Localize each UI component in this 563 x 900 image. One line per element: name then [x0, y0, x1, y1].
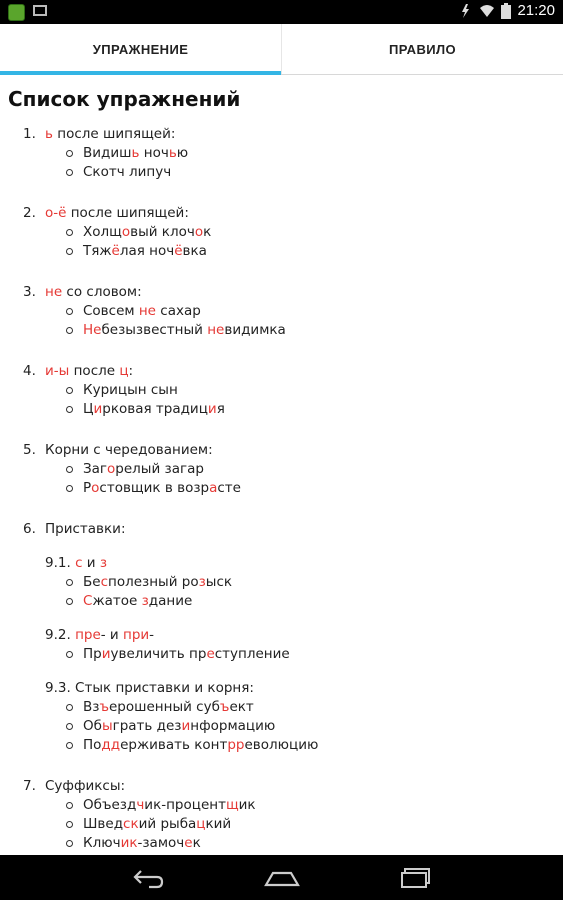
- text-fragment: после шипящей:: [66, 205, 189, 221]
- text-fragment: кий: [205, 816, 232, 832]
- text-fragment: Скотч липуч: [83, 164, 172, 180]
- exercise-phrase[interactable]: [66, 144, 563, 163]
- tab-exercise[interactable]: УПРАЖНЕНИЕ: [0, 24, 281, 74]
- exercise-heading: [45, 204, 563, 223]
- text-fragment: - и: [100, 627, 123, 643]
- text-fragment: вый клоч: [130, 224, 195, 240]
- exercise-phrase[interactable]: [66, 163, 563, 182]
- exercise-phrase[interactable]: [66, 796, 563, 815]
- image-notification-icon: [33, 5, 47, 16]
- recent-apps-button[interactable]: [391, 858, 441, 898]
- highlighted-letters: дд: [101, 737, 121, 753]
- navigation-bar: [0, 855, 563, 900]
- exercise-phrase[interactable]: [66, 645, 563, 664]
- exercise-item: [0, 362, 563, 419]
- exercise-phrase[interactable]: [66, 698, 563, 717]
- text-fragment: к: [203, 224, 212, 240]
- phrase-list: [45, 223, 563, 261]
- text-fragment: жатое: [92, 593, 142, 609]
- highlighted-letters: не: [207, 322, 225, 338]
- highlighted-letters: не: [138, 303, 156, 319]
- highlighted-letters: и: [207, 401, 217, 417]
- text-fragment: грать дез: [112, 718, 182, 734]
- status-bar: [0, 0, 563, 24]
- highlighted-letters: о: [91, 480, 100, 496]
- text-fragment: сте: [217, 480, 241, 496]
- exercise-group: [45, 125, 563, 182]
- highlighted-letters: с: [75, 555, 83, 571]
- exercise-phrase[interactable]: [66, 736, 563, 755]
- text-fragment: Ключ: [83, 835, 121, 851]
- tab-bar: [0, 24, 563, 75]
- text-fragment: 9.3. Стык приставки и корня:: [45, 680, 254, 696]
- text-fragment: ыск: [205, 574, 233, 590]
- exercise-number: 4.: [23, 363, 36, 379]
- text-fragment: ю: [176, 145, 189, 161]
- text-fragment: Р: [83, 480, 92, 496]
- text-fragment: ий рыба: [138, 816, 197, 832]
- text-fragment: 9.2.: [45, 627, 76, 643]
- text-fragment: после: [69, 363, 120, 379]
- exercise-heading: [45, 520, 563, 539]
- back-button[interactable]: [123, 858, 173, 898]
- highlighted-letters: ч: [136, 797, 145, 813]
- text-fragment: Приставки:: [45, 521, 126, 537]
- text-fragment: сахар: [156, 303, 201, 319]
- text-fragment: со словом:: [62, 284, 142, 300]
- text-fragment: ект: [229, 699, 254, 715]
- highlighted-letters: и: [101, 646, 111, 662]
- exercise-phrase[interactable]: [66, 321, 563, 340]
- text-fragment: ик-процент: [144, 797, 226, 813]
- highlighted-letters: ц: [119, 363, 129, 379]
- exercise-group: [45, 679, 563, 755]
- app-notification-icon: [8, 4, 25, 21]
- wifi-icon: [479, 3, 495, 19]
- text-fragment: ерошенный суб: [109, 699, 220, 715]
- text-fragment: лая ноч: [119, 243, 175, 259]
- text-fragment: Корни с чередованием:: [45, 442, 213, 458]
- no-sim-icon: [457, 3, 473, 19]
- recent-apps-icon: [399, 867, 433, 889]
- text-fragment: -: [149, 627, 155, 643]
- text-fragment: ик: [238, 797, 256, 813]
- exercise-group: [45, 204, 563, 261]
- clock: 21:20: [517, 2, 555, 19]
- text-fragment: вка: [182, 243, 207, 259]
- text-fragment: сын: [146, 382, 178, 398]
- text-fragment: рковая традиц: [102, 401, 208, 417]
- exercise-item: [0, 520, 563, 755]
- exercise-group: [45, 626, 563, 664]
- text-fragment: еволюцию: [244, 737, 319, 753]
- text-fragment: ступление: [214, 646, 290, 662]
- exercise-phrase[interactable]: [66, 717, 563, 736]
- text-fragment: полезный ро: [108, 574, 199, 590]
- exercise-heading: [45, 125, 563, 144]
- highlighted-letters: а: [209, 480, 218, 496]
- exercise-phrase[interactable]: [66, 460, 563, 479]
- exercise-number: 1.: [23, 126, 36, 142]
- highlighted-letters: и: [93, 401, 103, 417]
- exercise-group: [45, 554, 563, 611]
- tab-rule[interactable]: ПРАВИЛО: [281, 24, 563, 74]
- exercise-group: [45, 520, 563, 539]
- exercise-phrase[interactable]: [66, 834, 563, 853]
- phrase-list: [45, 460, 563, 498]
- exercise-heading: [45, 441, 563, 460]
- text-fragment: Швед: [83, 816, 124, 832]
- exercise-heading: [45, 626, 563, 645]
- highlighted-letters: ь: [168, 145, 177, 161]
- page-title: Список упражнений: [8, 87, 241, 111]
- highlighted-letters: о-ё: [45, 205, 67, 221]
- exercise-phrase[interactable]: [66, 815, 563, 834]
- highlighted-letters: ъ: [99, 699, 109, 715]
- text-fragment: Курицын: [83, 382, 147, 398]
- text-fragment: Видиш: [83, 145, 132, 161]
- exercise-phrase[interactable]: [66, 573, 563, 592]
- text-fragment: Ц: [83, 401, 94, 417]
- exercise-item: [0, 283, 563, 340]
- exercise-heading: [45, 554, 563, 573]
- text-fragment: к: [192, 835, 201, 851]
- text-fragment: безызвестный: [101, 322, 208, 338]
- highlighted-letters: Не: [83, 322, 102, 338]
- exercise-phrase[interactable]: [66, 381, 563, 400]
- phrase-list: [45, 573, 563, 611]
- highlighted-letters: е: [184, 835, 193, 851]
- exercise-phrase[interactable]: [66, 400, 563, 419]
- text-fragment: Холщ: [83, 224, 122, 240]
- text-fragment: стовщик в возр: [99, 480, 210, 496]
- exercise-phrase[interactable]: [66, 592, 563, 611]
- text-fragment: Пр: [83, 646, 102, 662]
- highlighted-letters: С: [83, 593, 93, 609]
- text-fragment: релый загар: [115, 461, 204, 477]
- phrase-list: [45, 302, 563, 340]
- text-fragment: после шипящей:: [52, 126, 176, 142]
- exercise-number: 3.: [23, 284, 36, 300]
- highlighted-letters: не: [45, 284, 63, 300]
- exercise-group: [45, 283, 563, 340]
- highlighted-letters: рр: [227, 737, 245, 753]
- highlighted-letters: и-ы: [45, 363, 70, 379]
- exercise-group: [45, 362, 563, 419]
- highlighted-letters: з: [99, 555, 108, 571]
- exercise-heading: [45, 283, 563, 302]
- text-fragment: Тяж: [83, 243, 112, 259]
- highlighted-letters: ы: [101, 718, 113, 734]
- text-fragment: Об: [83, 718, 102, 734]
- highlighted-letters: ь: [45, 126, 53, 142]
- text-fragment: Бе: [83, 574, 101, 590]
- exercise-phrase[interactable]: [66, 223, 563, 242]
- text-fragment: дание: [148, 593, 193, 609]
- highlighted-letters: е: [206, 646, 215, 662]
- battery-icon: [501, 3, 511, 19]
- back-icon: [131, 867, 165, 889]
- exercise-list-view[interactable]: [0, 75, 563, 855]
- highlighted-letters: пре: [75, 627, 101, 643]
- highlighted-letters: щ: [225, 797, 239, 813]
- highlighted-letters: о: [194, 224, 204, 240]
- phrase-list: [45, 698, 563, 755]
- exercise-heading: [45, 362, 563, 381]
- highlighted-letters: ик: [120, 835, 138, 851]
- exercise-number: 5.: [23, 442, 36, 458]
- text-fragment: я: [216, 401, 225, 417]
- exercise-list: [0, 125, 563, 891]
- text-fragment: :: [128, 363, 134, 379]
- text-fragment: Вз: [83, 699, 100, 715]
- highlighted-letters: ё: [111, 243, 120, 259]
- text-fragment: Заг: [83, 461, 108, 477]
- highlighted-letters: з: [198, 574, 206, 590]
- text-fragment: Объезд: [83, 797, 137, 813]
- text-fragment: и: [82, 555, 100, 571]
- phrase-list: [45, 645, 563, 664]
- exercise-item: [0, 125, 563, 182]
- highlighted-letters: о: [107, 461, 116, 477]
- highlighted-letters: ц: [196, 816, 206, 832]
- home-icon: [263, 868, 301, 888]
- highlighted-letters: с: [100, 574, 109, 590]
- phrase-list: [45, 144, 563, 182]
- exercise-number: 6.: [23, 521, 36, 537]
- exercise-heading: [45, 679, 563, 698]
- text-fragment: увеличить пр: [110, 646, 207, 662]
- text-fragment: По: [83, 737, 102, 753]
- text-fragment: 9.1.: [45, 555, 76, 571]
- highlighted-letters: з: [141, 593, 149, 609]
- exercise-heading: [45, 777, 563, 796]
- highlighted-letters: ь: [131, 145, 140, 161]
- highlighted-letters: ё: [174, 243, 183, 259]
- home-button[interactable]: [257, 858, 307, 898]
- exercise-phrase[interactable]: [66, 302, 563, 321]
- highlighted-letters: ск: [123, 816, 139, 832]
- text-fragment: ноч: [139, 145, 169, 161]
- text-fragment: Совсем: [83, 303, 139, 319]
- exercise-number: 7.: [23, 778, 36, 794]
- text-fragment: нформацию: [190, 718, 276, 734]
- exercise-phrase[interactable]: [66, 479, 563, 498]
- exercise-number: 2.: [23, 205, 36, 221]
- exercise-group: [45, 441, 563, 498]
- text-fragment: видимка: [224, 322, 286, 338]
- exercise-item: [0, 204, 563, 261]
- text-fragment: -замоч: [137, 835, 185, 851]
- text-fragment: Суффиксы:: [45, 778, 126, 794]
- exercise-item: [0, 441, 563, 498]
- highlighted-letters: о: [121, 224, 131, 240]
- highlighted-letters: ъ: [219, 699, 230, 715]
- exercise-phrase[interactable]: [66, 242, 563, 261]
- phrase-list: [45, 381, 563, 419]
- highlighted-letters: при: [123, 627, 150, 643]
- text-fragment: ерживать конт: [120, 737, 228, 753]
- highlighted-letters: и: [181, 718, 191, 734]
